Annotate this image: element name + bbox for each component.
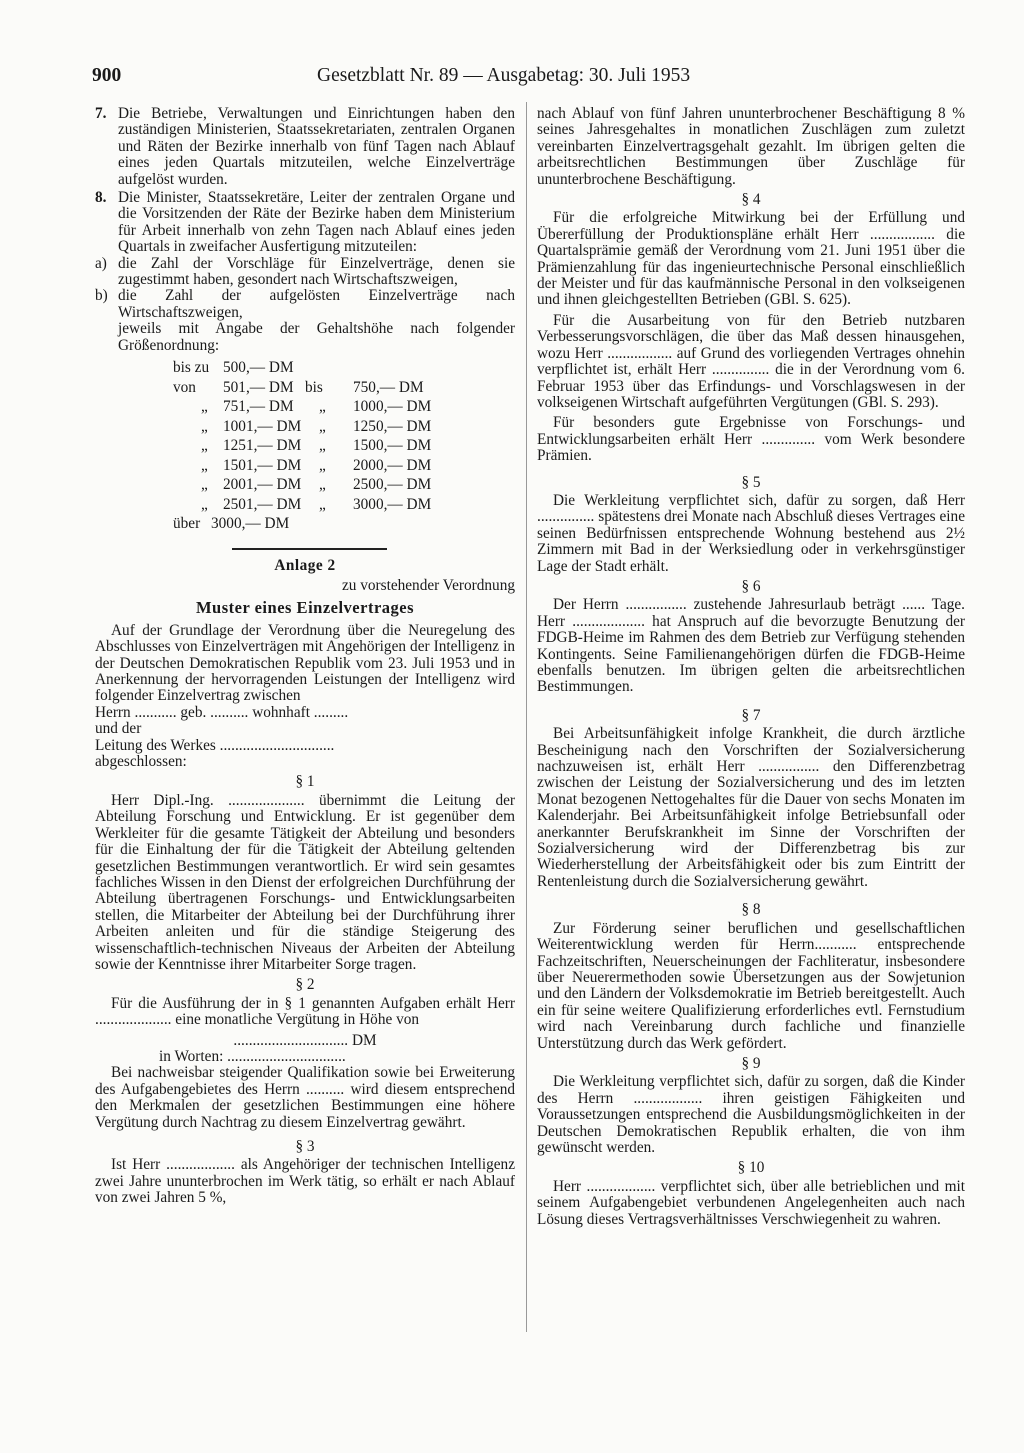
leitung-line: Leitung des Werkes ..............................	[95, 736, 335, 754]
salary-scale-cell: 1001,— DM	[223, 417, 302, 435]
sub-item-label: b)	[95, 287, 108, 305]
salary-scale-row	[95, 419, 515, 439]
section-3-heading: § 3	[295, 1138, 315, 1155]
salary-scale-row	[95, 380, 515, 400]
salary-scale-cell: 1500,— DM	[353, 437, 432, 455]
salary-scale-cell: 1000,— DM	[353, 398, 432, 416]
salary-scale-cell: „	[319, 437, 326, 455]
section-3-text: Ist Herr .................. als Angehöriger der technischen Intelligenz zwei Jahre ununterbrochen im Werk tätig, so erhält er nach Ablauf von zwei Jahren 5 %,	[95, 1156, 515, 1207]
salary-scale-cell: 3000,— DM	[211, 515, 290, 533]
section-2-text: Für die Ausführung der in § 1 genannten Aufgaben erhält Herr .................... eine monatliche Vergütung in Höhe von	[95, 994, 515, 1029]
section-8-text: Zur Förderung seiner beruflichen und gesellschaftlichen Weiterentwicklung werden für Herrn........... entsprechende Fachzeitschriften, Neuerscheinungen der Fachliteratur, insbesondere über Neuerermethoden sowie Übersetzungen aus der Sowjetunion und den Ländern der Volksdemokratie im Betrieb bereitgestellt. Auch ein für seine weitere Qualifizierung erforderliches evtl. Fernstudium wird nach Vereinbarung durch fachliche und finanzielle Unterstützung durch das Werk gefördert.	[537, 919, 965, 1052]
salary-scale-cell: 1251,— DM	[223, 437, 302, 455]
section-7-heading: § 7	[741, 706, 761, 724]
salary-scale-cell: „	[201, 398, 208, 416]
section-4-para-1: Für die erfolgreiche Mitwirkung bei der Erfüllung und Übererfüllung der Produktionspläne erhält Herr ................. die Quartalsprämie gemäß der Verordnung vom 21. Juni 1951 über die Prämienzahlung für das ingenieurtechnische Personal einschließlich der Meister und für das kaufmännische Personal in den volkseigenen und ihnen gleichgestellten Betrieben (GBl. S. 625).	[537, 209, 965, 309]
section-2-heading: § 2	[295, 976, 315, 994]
salary-scale-row	[95, 497, 515, 517]
salary-scale-cell: über	[173, 515, 201, 533]
salary-scale-cell: von	[173, 378, 196, 396]
salary-scale-cell: „	[201, 495, 208, 513]
salary-scale-cell: 2001,— DM	[223, 476, 302, 494]
list-item-7	[95, 106, 515, 188]
salary-scale-cell: „	[319, 456, 326, 474]
und-der-line: und der	[95, 720, 142, 738]
salary-scale-cell: 751,— DM	[223, 398, 294, 416]
page-number: 900	[92, 65, 122, 86]
sub-item-text: die Zahl der aufgelösten Einzelverträge nach Wirtschaftszweigen,	[118, 287, 515, 321]
list-item-8	[95, 190, 515, 256]
salary-scale-cell: bis zu	[173, 359, 210, 377]
sub-item-label: a)	[95, 254, 107, 272]
section-rule	[232, 548, 387, 550]
anlage-title: Anlage 2	[274, 556, 336, 574]
contract-intro: Auf der Grundlage der Verordnung über die Neuregelung des Abschlusses von Einzelverträgen mit Angehörigen der Intelligenz in der Deutschen Demokratischen Republik vom 23. Juli 1953 und in Anerkennung der hervorragenden Leistungen der Intelligenz wird folgender Einzelvertrag zwischen	[95, 621, 515, 705]
section-1-text: Herr Dipl.-Ing. .................... übernimmt die Leitung der Abteilung Forschung und Entwicklung. Er ist gegenüber dem Werkleiter für die gesamte Tätigkeit der Abteilung und besonders für die Einhaltung der für die Tätigkeit der Abteilung geltenden gesetzlichen Bestimmungen verantwortlich. Er wird sein gesamtes fachliches Wissen in den Dienst der erfolgreichen Durchführung der Abteilung übertragenen Forschungs- und Entwicklungsarbeiten stellen, die Mitarbeiter der Abteilung bei der Durchführung ihrer Arbeiten anleiten und für die ständige Steigerung des wissenschaftlich-technischen Niveaus der Arbeiten der Abteilung sowie der Kenntnisse ihrer Mitarbeiter Sorge tragen.	[95, 791, 515, 973]
sub-item-text: die Zahl der Vorschläge für Einzelverträge, denen sie zugestimmt haben, gesondert nach Wirtschaftszweigen,	[118, 254, 515, 289]
salary-scale-cell: 1501,— DM	[223, 456, 302, 474]
section-6-text: Der Herrn ................ zustehende Jahresurlaub beträgt ...... Tage. Herr ................... hat Anspruch auf die bevorzugte Benutzung der FDGB-Heime im Rahmen des dem Betrieb zur Verfügung stehenden Kontingents. Seine Familienangehörigen dürfen die FDGB-Heime ebenfalls benutzen. Im übrigen gelten die arbeitsrechtlichen Bestimmungen.	[537, 596, 965, 696]
section-2-dm-line: .............................. DM	[233, 1031, 377, 1049]
item-text: Die Minister, Staatssekretäre, Leiter der zentralen Organe und die Vorsitzenden der Räte der Bezirke haben dem Ministerium für Arbeit innerhalb von zehn Tagen nach Ablauf eines jeden Quartals in zweifacher Ausfertigung mitzuteilen:	[118, 189, 515, 256]
salary-scale-cell: 501,— DM	[223, 378, 294, 396]
salary-scale-cell: „	[201, 456, 208, 474]
salary-scale-row	[95, 399, 515, 419]
salary-scale-cell: „	[201, 437, 208, 455]
item-number: 7.	[95, 105, 107, 122]
salary-scale-cell: „	[319, 476, 326, 494]
salary-scale-row	[95, 360, 515, 380]
left-column	[95, 106, 515, 1207]
salary-scale-table	[95, 360, 515, 536]
section-2-worten-line: in Worten: ...............................	[159, 1047, 346, 1065]
section-5-heading: § 5	[741, 473, 761, 491]
salary-scale-cell: 750,— DM	[353, 378, 424, 396]
section-10-heading: § 10	[737, 1159, 765, 1177]
salary-scale-cell: 3000,— DM	[353, 495, 432, 513]
section-9-text: Die Werkleitung verpflichtet sich, dafür zu sorgen, daß die Kinder des Herrn .................. ihren geistigen Fähigkeiten und Voraussetzungen entsprechend die Ausbildungsmöglichkeiten in der Deutschen Demokratischen Republik erhalten, die von ihm gewünscht werden.	[537, 1073, 965, 1156]
section-3-continued: nach Ablauf von fünf Jahren ununterbrochener Beschäftigung 8 % seines Jahresgehaltes in monatlichen Zuschlägen zum zuletzt vereinbarten Einzelvertragsgehalt gezahlt. Im übrigen gelten die arbeitsrechtlichen Bestimmungen über Zuschläge für ununterbrochene Beschäftigung.	[537, 105, 965, 188]
section-8-heading: § 8	[741, 901, 761, 919]
section-4-para-2: Für die Ausarbeitung von für den Betrieb nutzbaren Verbesserungsvorschlägen, die über das Maß dessen hinausgehen, wozu Herr ................. auf Grund des vorliegenden Vertrages ohnehin verpflichtet ist, erhält Herr ............... die in der Verordnung vom 6. Februar 1953 über das Erfindungs- und Vorschlagswesen in der volkseigenen Wirtschaft aufgeführten Vergütungen (GBl. S. 293).	[537, 311, 965, 411]
salary-scale-cell: „	[319, 398, 326, 416]
right-column	[537, 106, 965, 1228]
item-number: 8.	[95, 189, 107, 207]
section-4-para-3: Für besonders gute Ergebnisse von Forschungs- und Entwicklungsarbeiten erhält Herr .............. vom Werk besondere Prämien.	[537, 414, 965, 465]
running-title: Gesetzblatt Nr. 89 — Ausgabetag: 30. Juli 1953	[317, 65, 691, 86]
section-5-text: Die Werkleitung verpflichtet sich, dafür zu sorgen, daß Herr ............... spätestens drei Monate nach Abschluß dieses Vertrages eine seinen Bedürfnissen entsprechende Wohnung bestehend aus 2½ Zimmern mit Bad in der Werksiedlung oder in verkehrsgünstiger Lage der Stadt erhält.	[537, 491, 965, 575]
salary-scale-cell: „	[201, 476, 208, 494]
anlage-subtitle: zu vorstehender Verordnung	[341, 577, 515, 594]
section-7-text: Bei Arbeitsunfähigkeit infolge Krankheit, die durch ärztliche Bescheinigung nach den Vorschriften der Sozialversicherung nachzuweisen ist, erhält Herr ................ den Differenzbetrag zwischen der Leistung der Sozialversicherung und des im letzten Monat bezogenen Nettogehaltes für die Dauer von sechs Monaten im Kalenderjahr. Bei Arbeitsunfähigkeit infolge Betriebsunfall oder anerkannter Berufskrankheit im Sinne der Vorschriften der Sozialversicherung wird der Differenzbetrag bis zur Wiederherstellung der Arbeitsfähigkeit oder bis zum Eintritt der Rentenleistung durch die Sozialversicherung gewährt.	[537, 725, 965, 890]
salary-scale-row	[95, 477, 515, 497]
section-10-text: Herr .................. verpflichtet sich, über alle betrieblichen und mit seinem Aufgabengebiet verbundenen Angelegenheiten auch nach Lösung dieses Vertragsverhältnisses Verschwiegenheit zu wahren.	[537, 1177, 965, 1228]
section-2-text-2: Bei nachweisbar steigender Qualifikation sowie bei Erweiterung des Aufgabengebietes des Herrn .......... wird diesem entsprechend den Merkmalen der gesetzlichen Bestimmungen eine höhere Vergütung durch Nachtrag zu diesem Einzelvertrag gewährt.	[95, 1064, 515, 1131]
salary-scale-cell: 2000,— DM	[353, 456, 432, 474]
contract-title: Muster eines Einzelvertrages	[195, 598, 415, 618]
salary-scale-cell: 1250,— DM	[353, 417, 432, 435]
sub-item-a	[95, 256, 515, 289]
sub-item-b	[95, 288, 515, 321]
salary-scale-cell: 2501,— DM	[223, 495, 302, 513]
item-text: Die Betriebe, Verwaltungen und Einrichtungen haben den zuständigen Ministerien, Staatssekretariaten, zentralen Organen und Räten der Bezirke innerhalb von fünf Tagen nach Ablauf eines jeden Quartals mitzuteilen, welche Einzelverträge aufgelöst wurden.	[118, 105, 515, 188]
abgeschlossen-line: abgeschlossen:	[95, 753, 187, 771]
item-8-closing: jeweils mit Angabe der Gehaltshöhe nach folgender Größenordnung:	[118, 320, 515, 354]
salary-scale-cell: bis	[305, 378, 323, 396]
salary-scale-row	[95, 458, 515, 478]
salary-scale-cell: 500,— DM	[223, 359, 294, 377]
section-4-heading: § 4	[741, 191, 761, 209]
section-6-heading: § 6	[741, 577, 761, 595]
column-divider	[526, 102, 527, 1332]
salary-scale-cell: 2500,— DM	[353, 476, 432, 494]
salary-scale-cell: „	[319, 417, 326, 435]
section-9-heading: § 9	[741, 1054, 761, 1072]
herrn-line: Herrn ........... geb. .......... wohnhaft .........	[95, 703, 349, 721]
salary-scale-row	[95, 438, 515, 458]
salary-scale-cell: „	[319, 495, 326, 513]
salary-scale-cell: „	[201, 417, 208, 435]
salary-scale-row	[95, 516, 515, 536]
section-1-heading: § 1	[295, 773, 315, 791]
page-header	[92, 62, 962, 90]
